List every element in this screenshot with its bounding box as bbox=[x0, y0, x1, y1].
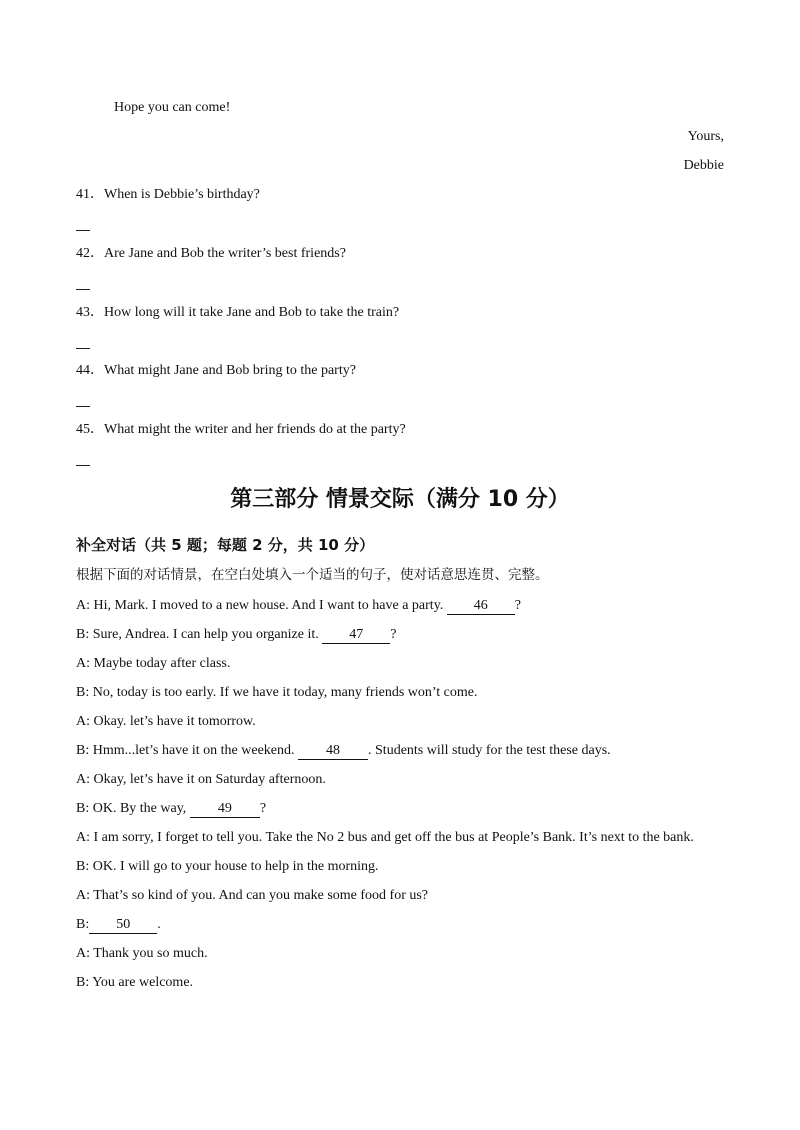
dialogue-text: ? bbox=[390, 627, 397, 642]
dialogue-line-10: B: OK. I will go to your house to help in the morning. bbox=[76, 859, 379, 874]
letter-sign-off: Yours, bbox=[687, 129, 724, 144]
section-subheading: 补全对话（共 5 题；每题 2 分，共 10 分） bbox=[76, 536, 375, 554]
question-45 bbox=[76, 421, 406, 439]
letter-closing-line: Hope you can come! bbox=[114, 100, 231, 115]
question-number: 42． bbox=[76, 246, 104, 261]
question-text: What might Jane and Bob bring to the party? bbox=[104, 363, 356, 378]
dialogue-text: B: Hmm...let’s have it on the weekend. bbox=[76, 743, 299, 758]
dialogue-line-6 bbox=[76, 742, 611, 760]
dialogue-line-5: A: Okay. let’s have it tomorrow. bbox=[76, 714, 256, 729]
dialogue-line-7: A: Okay, let’s have it on Saturday afternoon. bbox=[76, 772, 326, 787]
question-number: 44． bbox=[76, 363, 104, 378]
answer-line-41[interactable] bbox=[76, 230, 90, 231]
dialogue-line-8 bbox=[76, 800, 266, 818]
dialogue-text: B: bbox=[76, 917, 90, 932]
question-number: 43． bbox=[76, 305, 104, 320]
question-text: Are Jane and Bob the writer’s best friends? bbox=[104, 246, 346, 261]
dialogue-line-13: A: Thank you so much. bbox=[76, 946, 208, 961]
dialogue-line-11: A: That’s so kind of you. And can you make some food for us? bbox=[76, 888, 429, 903]
question-number: 45． bbox=[76, 422, 104, 437]
blank-47[interactable]: 47 bbox=[322, 627, 390, 644]
question-41 bbox=[76, 186, 260, 204]
dialogue-text: B: OK. By the way, bbox=[76, 801, 190, 816]
answer-line-44[interactable] bbox=[76, 406, 90, 407]
section-title: 第三部分 情景交际（满分 10 分） bbox=[230, 487, 570, 512]
section-instruction: 根据下面的对话情景，在空白处填入一个适当的句子，使对话意思连贯、完整。 bbox=[76, 567, 549, 583]
dialogue-line-1 bbox=[76, 597, 521, 615]
dialogue-text: B: Sure, Andrea. I can help you organize it. bbox=[76, 627, 323, 642]
dialogue-text: ? bbox=[259, 801, 267, 816]
dialogue-line-2 bbox=[76, 626, 396, 644]
answer-line-42[interactable] bbox=[76, 289, 90, 290]
dialogue-line-12 bbox=[76, 916, 161, 934]
dialogue-text: ? bbox=[514, 598, 521, 613]
answer-line-43[interactable] bbox=[76, 348, 90, 349]
answer-line-45[interactable] bbox=[76, 465, 90, 466]
question-number: 41． bbox=[76, 187, 104, 202]
dialogue-text: . Students will study for the test these days. bbox=[368, 743, 611, 758]
question-42 bbox=[76, 245, 346, 263]
letter-signature: Debbie bbox=[683, 158, 724, 173]
blank-50[interactable]: 50 bbox=[89, 917, 157, 934]
blank-46[interactable]: 46 bbox=[447, 598, 515, 615]
dialogue-text: . bbox=[157, 917, 161, 932]
dialogue-line-14: B: You are welcome. bbox=[76, 975, 194, 990]
question-text: When is Debbie’s birthday? bbox=[104, 187, 260, 202]
question-44 bbox=[76, 362, 356, 380]
dialogue-line-9: A: I am sorry, I forget to tell you. Take the No 2 bus and get off the bus at People’s Bank. It’s next to the bank. bbox=[76, 830, 694, 845]
question-text: How long will it take Jane and Bob to take the train? bbox=[104, 305, 400, 320]
dialogue-text: A: Hi, Mark. I moved to a new house. And I want to have a party. bbox=[76, 598, 447, 613]
blank-48[interactable]: 48 bbox=[298, 743, 368, 760]
question-text: What might the writer and her friends do at the party? bbox=[104, 422, 406, 437]
dialogue-line-3: A: Maybe today after class. bbox=[76, 656, 231, 671]
question-43 bbox=[76, 304, 399, 322]
blank-49[interactable]: 49 bbox=[190, 801, 260, 818]
dialogue-line-4: B: No, today is too early. If we have it today, many friends won’t come. bbox=[76, 685, 478, 700]
